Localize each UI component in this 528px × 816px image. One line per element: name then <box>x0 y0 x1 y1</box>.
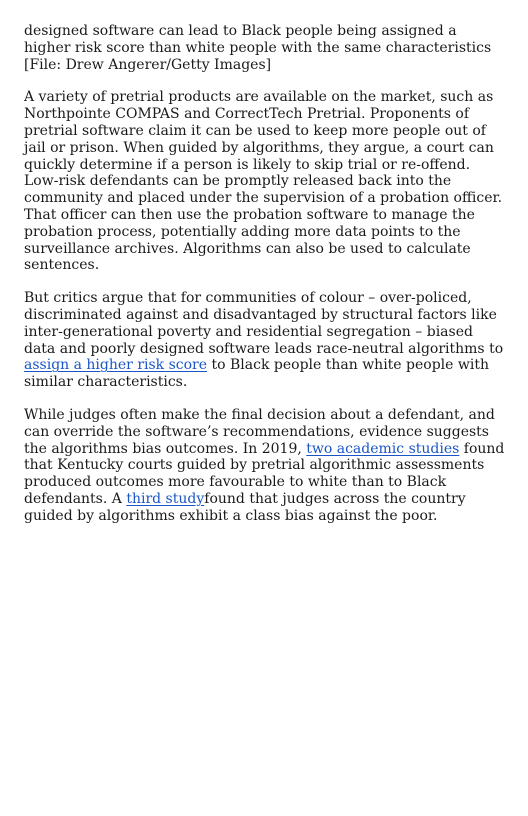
link-assign-higher-risk-score[interactable]: assign a higher risk score <box>24 357 208 374</box>
link-third-study[interactable]: third study <box>126 490 205 507</box>
paragraph-text: A variety of pretrial products are available on the market, such as Northpointe COMPAS and CorrectTech Pretrial. Proponents of pretrial software claim it can be used to keep more people out of jail or prison. When guided by algorithms, they argue, a court can quickly determine if a person is likely to skip trial or re-offend. Low-risk defendants can be promptly released back into the community and placed under the supervision of a probation officer. That officer can then use the probation software to manage the probation process, potentially adding more data points to the surveillance archives. Algorithms can also be used to calculate sentences. <box>24 89 503 274</box>
paragraph-judges <box>24 407 506 525</box>
link-two-academic-studies[interactable]: two academic studies <box>306 440 460 457</box>
paragraph-pretrial-products <box>24 89 506 274</box>
image-caption <box>24 23 506 73</box>
image-caption-text: designed software can lead to Black people being assigned a higher risk score than white people with the same characteristics [File: Drew Angerer/Getty Images] <box>24 23 492 73</box>
paragraph-critics <box>24 290 506 391</box>
paragraph-text: But critics argue that for communities of colour – over-policed, discriminated against and disadvantaged by structural factors like inter-generational poverty and residential segregation – biased data and poorly designed software leads race-neutral algorithms to <box>24 290 504 357</box>
paragraph-text: found that judges across the country guided by algorithms exhibit a class bias against the poor. <box>24 490 466 524</box>
paragraph-text: While judges often make the final decision about a defendant, and can override the software’s recommendations, evidence suggests the algorithms bias outcomes. In 2019, <box>24 406 495 457</box>
paragraph-text: found that Kentucky courts guided by pretrial algorithmic assessments produced outcomes more favourable to white than to Black defendants. A <box>24 440 505 507</box>
paragraph-text: to Black people than white people with similar characteristics. <box>24 357 489 391</box>
article-body <box>24 23 506 541</box>
